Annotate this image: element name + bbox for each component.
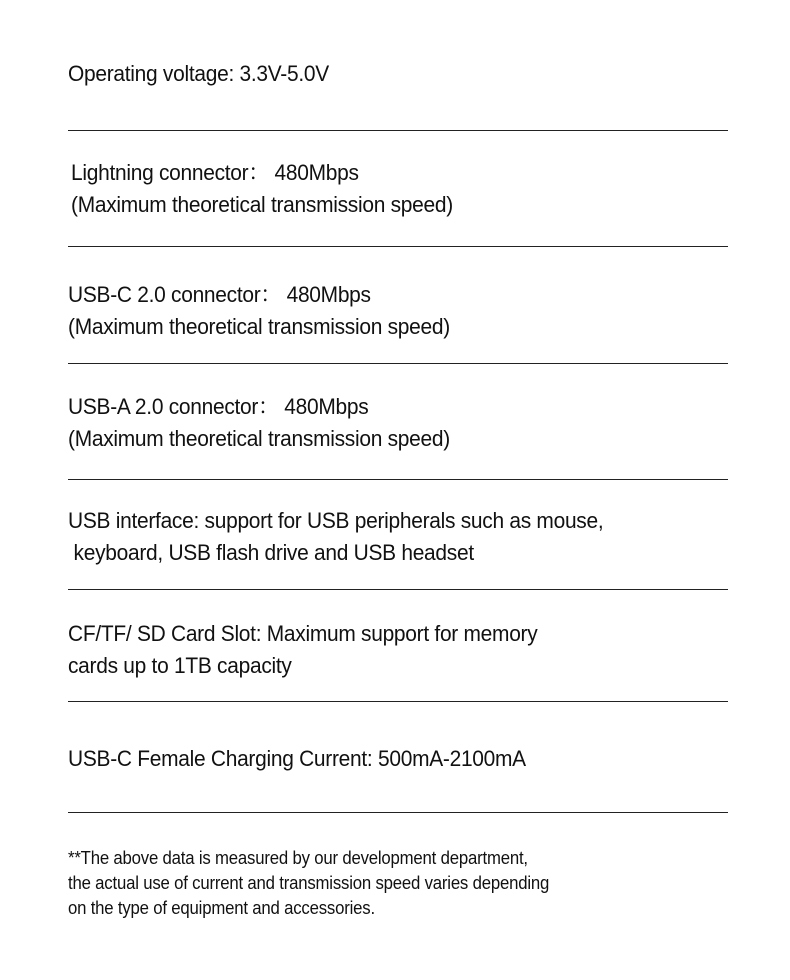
footnote (68, 846, 549, 921)
spec-text: Lightning connector： 480Mbps (71, 160, 359, 185)
spec-text: USB-C Female Charging Current: 500mA-2100mA (68, 746, 526, 771)
divider (68, 246, 728, 247)
spec-subtext: (Maximum theoretical transmission speed) (71, 192, 453, 217)
spec-subtext: keyboard, USB flash drive and USB headset (68, 540, 474, 565)
spec-subtext: (Maximum theoretical transmission speed) (68, 314, 450, 339)
spec-usb-interface (68, 505, 603, 569)
divider (68, 812, 728, 813)
spec-card-slot (68, 618, 537, 682)
divider (68, 130, 728, 131)
spec-usb-c-connector (68, 279, 450, 343)
spec-text: Operating voltage: 3.3V-5.0V (68, 61, 329, 86)
spec-usb-a-connector (68, 391, 450, 455)
spec-subtext: (Maximum theoretical transmission speed) (68, 426, 450, 451)
spec-lightning-connector (71, 157, 453, 221)
divider (68, 363, 728, 364)
spec-subtext: cards up to 1TB capacity (68, 653, 292, 678)
spec-text: USB-A 2.0 connector： 480Mbps (68, 394, 369, 419)
footnote-line: **The above data is measured by our development department, (68, 848, 528, 868)
divider (68, 589, 728, 590)
footnote-line: on the type of equipment and accessories. (68, 898, 375, 918)
spec-operating-voltage (68, 58, 329, 90)
spec-text: CF/TF/ SD Card Slot: Maximum support for memory (68, 621, 538, 646)
spec-charging-current (68, 743, 526, 775)
spec-text: USB interface: support for USB peripherals such as mouse, (68, 508, 604, 533)
footnote-line: the actual use of current and transmission speed varies depending (68, 873, 550, 893)
divider (68, 701, 728, 702)
divider (68, 479, 728, 480)
spec-text: USB-C 2.0 connector： 480Mbps (68, 282, 371, 307)
